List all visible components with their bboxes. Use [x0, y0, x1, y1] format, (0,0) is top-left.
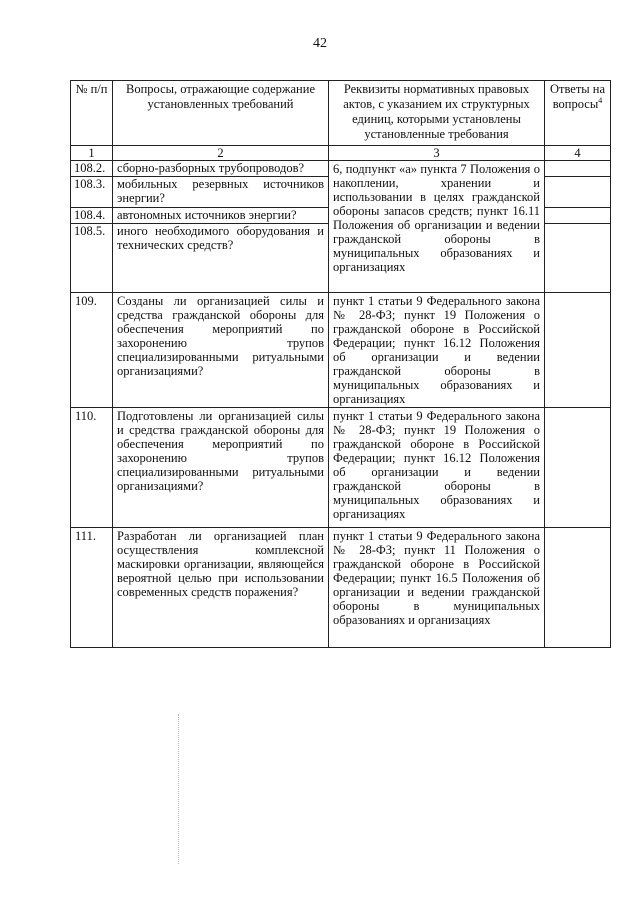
reference-cell: пункт 1 статьи 9 Федерального закона № 28-ФЗ; пункт 19 Положения о гражданской обороне в Российской Федерации; пункт 16.12 Положения об организации и ведении гражданской обороны в муниципальных образованиях и организациях: [329, 408, 545, 528]
row-numbers-108: [71, 161, 113, 293]
table-header-row: [71, 81, 611, 146]
column-number: 4: [545, 146, 611, 161]
reference-cell: 6, подпункт «а» пункта 7 Положения о накоплении, хранении и использовании в целях гражданской обороны запасов средств; пункт 16.11 Положения об организации и ведении гражданской обороны в муниципальных образованиях и организациях: [329, 161, 545, 293]
table-row-111: [71, 528, 611, 648]
row-number: 108.5.: [74, 224, 106, 238]
answer-cell: [545, 161, 610, 177]
question-cell: Разработан ли организацией план осуществления комплексной маскировки организации, являющейся вероятной целью при использовании современных средств поражения?: [113, 528, 329, 648]
reference-cell: пункт 1 статьи 9 Федерального закона № 28-ФЗ; пункт 19 Положения о гражданской обороне в Российской Федерации; пункт 16.12 Положения об организации и ведении гражданской обороны в муниципальных образованиях и организациях: [329, 293, 545, 408]
scan-artifact-line: [178, 714, 180, 864]
answer-cell: [545, 528, 611, 648]
answer-cell: [545, 177, 610, 208]
column-number: 3: [329, 146, 545, 161]
table-row-108: [71, 161, 611, 293]
question-cell: сборно-разборных трубопроводов?: [113, 161, 328, 177]
column-number-row: [71, 146, 611, 161]
row-number: 108.4.: [71, 208, 112, 224]
header-questions: Вопросы, отражающие содержание установленных требований: [113, 81, 329, 146]
header-no: № п/п: [71, 81, 113, 146]
answer-cell: [545, 293, 611, 408]
column-number: 1: [71, 146, 113, 161]
header-requisites: Реквизиты нормативных правовых актов, с указанием их структурных единиц, которыми установлены установленные требования: [329, 81, 545, 146]
row-number: 108.3.: [71, 177, 112, 208]
row-number: 110.: [71, 408, 113, 528]
table-row-110: [71, 408, 611, 528]
requirements-table: [70, 80, 611, 648]
row-number: 111.: [71, 528, 113, 648]
question-cell: автономных источников энергии?: [113, 208, 328, 224]
footnote-mark: 4: [598, 95, 603, 105]
question-cell: Подготовлены ли организацией силы и средства гражданской обороны для обеспечения мероприятий по захоронению трупов специализированными ритуальными организациями?: [113, 408, 329, 528]
answer-cell: [545, 408, 611, 528]
row-number: 109.: [71, 293, 113, 408]
table-row-109: [71, 293, 611, 408]
question-cell: мобильных резервных источников энергии?: [113, 177, 328, 208]
header-answers: [545, 81, 611, 146]
reference-cell: пункт 1 статьи 9 Федерального закона № 28-ФЗ; пункт 11 Положения о гражданской обороне в Российской Федерации; пункт 16.5 Положения об организации и ведении гражданской обороны в муниципальных образованиях и организациях: [329, 528, 545, 648]
question-cell: Созданы ли организацией силы и средства гражданской обороны для обеспечения мероприятий по захоронению трупов специализированными ритуальными организациями?: [113, 293, 329, 408]
row-number: 108.2.: [71, 161, 112, 177]
header-answers-label: Ответы на вопросы: [549, 82, 606, 111]
column-number: 2: [113, 146, 329, 161]
answer-cell: [545, 208, 610, 224]
answers-108: [545, 161, 611, 293]
page-number: 42: [313, 36, 327, 51]
row-questions-108: [113, 161, 329, 293]
question-cell: иного необходимого оборудования и технических средств?: [117, 224, 324, 252]
